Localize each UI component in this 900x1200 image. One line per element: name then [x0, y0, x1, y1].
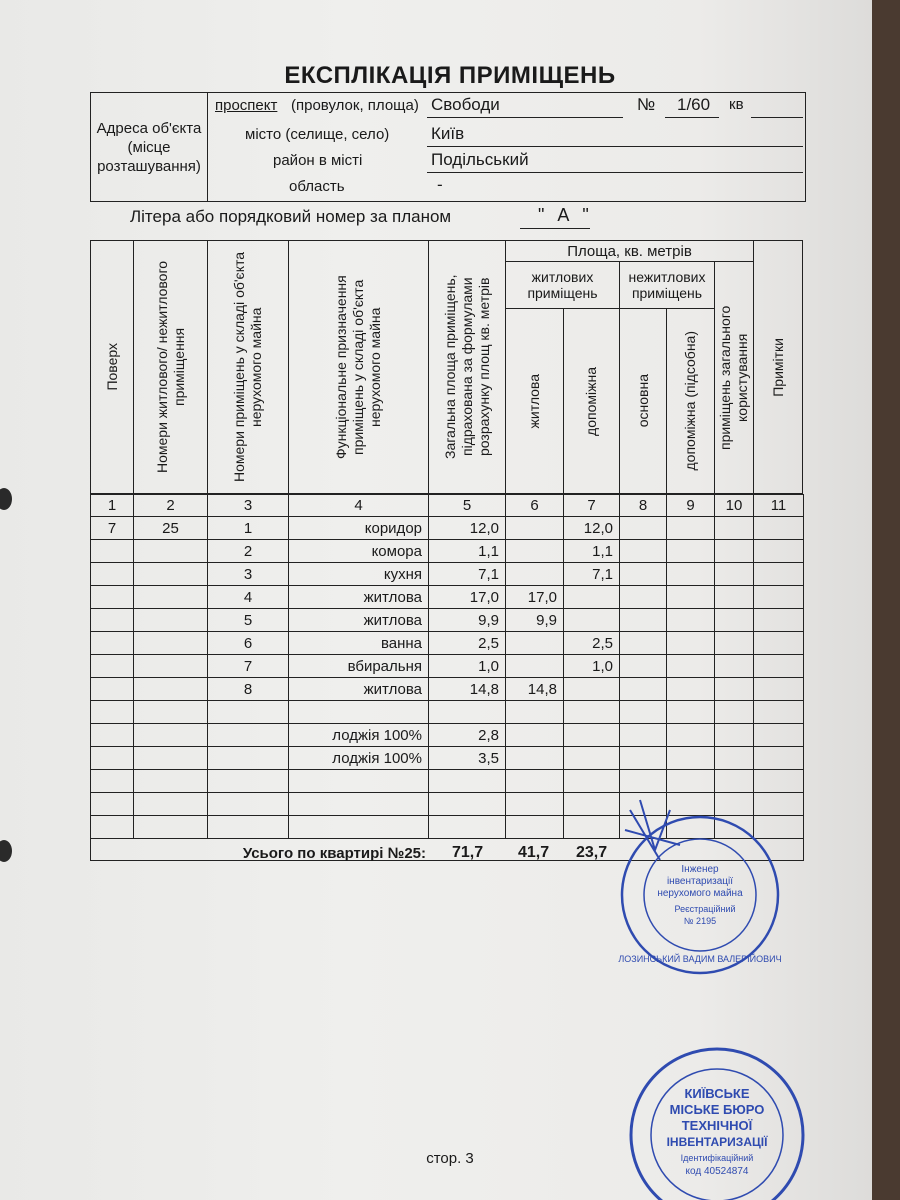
table-cell-total: 1,1 — [428, 539, 506, 563]
table-cell-room: 5 — [207, 608, 289, 632]
table-cell-living: 14,8 — [505, 677, 564, 701]
litera-underline — [520, 228, 590, 229]
table-cell-empty — [666, 516, 715, 540]
table-cell-purpose — [288, 792, 429, 816]
binder-hole — [0, 488, 12, 510]
table-cell-unit — [133, 746, 208, 770]
street-type-label: проспект — [215, 97, 278, 114]
table-cell-empty — [619, 700, 667, 724]
table-cell-empty — [666, 631, 715, 655]
table-cell-floor — [90, 677, 134, 701]
table-cell-empty — [666, 539, 715, 563]
bti-line-6: код 40524874 — [685, 1166, 749, 1177]
table-cell-total: 2,8 — [428, 723, 506, 747]
column-number: 3 — [207, 494, 289, 517]
table-cell-empty — [666, 746, 715, 770]
engineer-seal — [600, 790, 790, 980]
table-cell-purpose — [288, 769, 429, 793]
table-cell-empty — [619, 723, 667, 747]
column-number: 5 — [428, 494, 506, 517]
region-label: область — [289, 178, 345, 195]
table-cell-empty — [714, 608, 754, 632]
table-cell-living — [505, 769, 564, 793]
table-cell-aux — [563, 585, 620, 609]
table-cell-unit — [133, 539, 208, 563]
table-cell-empty — [753, 746, 804, 770]
table-cell-empty — [619, 631, 667, 655]
page-number: стор. 3 — [426, 1150, 474, 1167]
bti-seal — [625, 1040, 815, 1200]
table-cell-total — [428, 792, 506, 816]
table-cell-unit — [133, 677, 208, 701]
street-alt-label: (провулок, площа) — [291, 97, 419, 114]
table-cell-living — [505, 516, 564, 540]
table-cell-empty — [666, 562, 715, 586]
table-cell-purpose: вбиральня — [288, 654, 429, 678]
table-cell-empty — [619, 516, 667, 540]
header-floor: Поверх — [90, 240, 134, 494]
header-main: основна — [619, 308, 667, 494]
seal-role-line-1: Інженер — [681, 864, 719, 875]
apartment-underline — [751, 117, 803, 118]
table-cell-empty — [753, 654, 804, 678]
header-total-area: Загальна площа приміщень, підрахована за формулами розрахунку площ кв. метрів — [428, 240, 506, 494]
table-cell-empty — [753, 516, 804, 540]
header-purpose: Функціональне призначення приміщень у складі об'єкта нерухомого майна — [288, 240, 429, 494]
city-underline — [427, 146, 803, 147]
table-cell-living: 9,9 — [505, 608, 564, 632]
street-value: Свободи — [431, 95, 500, 114]
table-cell-empty — [619, 677, 667, 701]
table-cell-floor — [90, 562, 134, 586]
bti-line-4: ІНВЕНТАРИЗАЦІЇ — [666, 1135, 768, 1149]
table-cell-room: 8 — [207, 677, 289, 701]
table-cell-total: 14,8 — [428, 677, 506, 701]
table-cell-empty — [714, 631, 754, 655]
number-value: 1/60 — [677, 95, 711, 114]
table-cell-unit — [133, 723, 208, 747]
table-cell-total — [428, 700, 506, 724]
header-aux: допоміжна — [563, 308, 620, 494]
table-cell-living — [505, 539, 564, 563]
table-cell-empty — [714, 746, 754, 770]
seal-reg-label: Реєстраційний — [674, 904, 736, 914]
district-value: Подільський — [431, 150, 529, 169]
table-cell-purpose: лоджія 100% — [288, 746, 429, 770]
table-cell-empty — [619, 562, 667, 586]
region-value: - — [437, 175, 443, 194]
table-cell-room — [207, 792, 289, 816]
column-number: 6 — [505, 494, 564, 517]
totals-label: Усього по квартирі №25: — [242, 845, 426, 862]
table-cell-empty — [714, 700, 754, 724]
header-nonresidential: нежитлових приміщень — [619, 261, 715, 309]
number-underline — [665, 117, 719, 118]
table-cell-empty — [753, 631, 804, 655]
table-cell-empty — [666, 677, 715, 701]
table-cell-living: 17,0 — [505, 585, 564, 609]
table-cell-unit — [133, 608, 208, 632]
table-cell-empty — [753, 723, 804, 747]
table-cell-empty — [714, 585, 754, 609]
table-cell-total — [428, 815, 506, 839]
table-cell-aux — [563, 677, 620, 701]
signature-scribble — [625, 800, 680, 860]
table-cell-purpose: лоджія 100% — [288, 723, 429, 747]
table-cell-unit — [133, 631, 208, 655]
street-underline — [427, 117, 623, 118]
city-label: місто (селище, село) — [245, 126, 390, 143]
table-cell-aux: 12,0 — [563, 516, 620, 540]
table-cell-empty — [753, 700, 804, 724]
seal-role-line-3: нерухомого майна — [657, 888, 743, 899]
bti-line-1: КИЇВСЬКЕ — [684, 1086, 750, 1101]
table-cell-floor — [90, 792, 134, 816]
table-cell-living — [505, 654, 564, 678]
table-cell-empty — [714, 516, 754, 540]
table-cell-purpose: житлова — [288, 677, 429, 701]
table-cell-floor — [90, 769, 134, 793]
table-cell-floor — [90, 700, 134, 724]
table-cell-aux — [563, 608, 620, 632]
table-cell-living — [505, 815, 564, 839]
table-cell-room — [207, 723, 289, 747]
table-cell-purpose: кухня — [288, 562, 429, 586]
column-number: 4 — [288, 494, 429, 517]
table-cell-empty — [666, 723, 715, 747]
table-cell-empty — [753, 677, 804, 701]
table-cell-room: 7 — [207, 654, 289, 678]
header-common: приміщень загального користування — [714, 261, 754, 494]
apartment-label: кв — [729, 96, 744, 113]
table-cell-floor — [90, 539, 134, 563]
city-value: Київ — [431, 124, 465, 143]
column-number: 7 — [563, 494, 620, 517]
table-cell-living — [505, 723, 564, 747]
binder-hole — [0, 840, 12, 862]
table-cell-aux: 1,1 — [563, 539, 620, 563]
table-cell-aux — [563, 700, 620, 724]
table-cell-unit: 25 — [133, 516, 208, 540]
table-cell-living — [505, 792, 564, 816]
header-aux-basement: допоміжна (підсобна) — [666, 308, 715, 494]
table-cell-empty — [753, 539, 804, 563]
table-cell-room — [207, 746, 289, 770]
table-cell-empty — [619, 585, 667, 609]
table-cell-purpose — [288, 815, 429, 839]
table-cell-total: 17,0 — [428, 585, 506, 609]
table-cell-total: 7,1 — [428, 562, 506, 586]
table-cell-empty — [619, 608, 667, 632]
totals-aux: 23,7 — [576, 844, 608, 861]
table-cell-purpose: ванна — [288, 631, 429, 655]
table-cell-empty — [666, 608, 715, 632]
table-cell-empty — [666, 585, 715, 609]
header-room-no: Номери приміщень у складі об'єкта нерухомого майна — [207, 240, 289, 494]
seal-reg-number: № 2195 — [683, 916, 717, 926]
table-cell-room — [207, 700, 289, 724]
table-cell-unit — [133, 562, 208, 586]
table-cell-aux: 1,0 — [563, 654, 620, 678]
table-cell-room — [207, 815, 289, 839]
table-cell-empty — [753, 562, 804, 586]
column-number: 9 — [666, 494, 715, 517]
litera-value: " А " — [538, 205, 593, 225]
table-cell-floor — [90, 585, 134, 609]
address-block — [90, 92, 806, 202]
table-cell-living — [505, 562, 564, 586]
table-cell-floor — [90, 631, 134, 655]
table-cell-floor — [90, 815, 134, 839]
table-cell-empty — [714, 562, 754, 586]
litera-label: Літера або порядковий номер за планом — [130, 207, 452, 226]
district-underline — [427, 172, 803, 173]
column-number: 8 — [619, 494, 667, 517]
table-cell-empty — [753, 585, 804, 609]
header-unit-no: Номери житлового/ нежитлового приміщення — [133, 240, 208, 494]
table-cell-empty — [714, 677, 754, 701]
table-cell-empty — [714, 539, 754, 563]
table-cell-unit — [133, 585, 208, 609]
table-cell-room — [207, 769, 289, 793]
table-cell-unit — [133, 654, 208, 678]
table-cell-floor — [90, 746, 134, 770]
table-cell-unit — [133, 769, 208, 793]
table-cell-empty — [619, 746, 667, 770]
table-cell-room: 4 — [207, 585, 289, 609]
table-cell-empty — [666, 700, 715, 724]
number-label: № — [637, 95, 656, 114]
table-cell-unit — [133, 815, 208, 839]
address-section-label: Адреса об'єкта (місце розташування) — [91, 93, 208, 201]
table-cell-purpose: житлова — [288, 608, 429, 632]
table-cell-aux — [563, 746, 620, 770]
table-cell-purpose: коридор — [288, 516, 429, 540]
table-cell-empty — [753, 608, 804, 632]
document-title: ЕКСПЛІКАЦІЯ ПРИМІЩЕНЬ — [284, 62, 616, 89]
column-number: 1 — [90, 494, 134, 517]
column-number: 10 — [714, 494, 754, 517]
table-cell-empty — [619, 539, 667, 563]
column-number: 11 — [753, 494, 804, 517]
table-cell-room: 1 — [207, 516, 289, 540]
table-cell-floor: 7 — [90, 516, 134, 540]
table-cell-purpose — [288, 700, 429, 724]
table-cell-unit — [133, 792, 208, 816]
district-label: район в місті — [273, 152, 363, 169]
totals-total-area: 71,7 — [452, 844, 484, 861]
table-cell-empty — [714, 723, 754, 747]
header-notes: Примітки — [753, 240, 803, 494]
table-cell-room: 6 — [207, 631, 289, 655]
totals-living: 41,7 — [518, 844, 550, 861]
table-cell-floor — [90, 723, 134, 747]
table-cell-floor — [90, 608, 134, 632]
table-cell-empty — [666, 654, 715, 678]
table-cell-room: 2 — [207, 539, 289, 563]
table-cell-total — [428, 769, 506, 793]
table-cell-living — [505, 746, 564, 770]
table-cell-total: 12,0 — [428, 516, 506, 540]
table-cell-total: 1,0 — [428, 654, 506, 678]
table-cell-total: 2,5 — [428, 631, 506, 655]
table-cell-aux: 2,5 — [563, 631, 620, 655]
seal-role-line-2: інвентаризації — [666, 876, 734, 887]
table-cell-unit — [133, 700, 208, 724]
table-cell-living — [505, 631, 564, 655]
table-cell-living — [505, 700, 564, 724]
header-living: житлова — [505, 308, 564, 494]
table-cell-room: 3 — [207, 562, 289, 586]
header-area-group: Площа, кв. метрів — [505, 240, 754, 262]
bti-line-2: МІСЬКЕ БЮРО — [669, 1102, 765, 1117]
table-cell-aux: 7,1 — [563, 562, 620, 586]
header-residential: житлових приміщень — [505, 261, 620, 309]
table-cell-empty — [714, 654, 754, 678]
bti-line-3: ТЕХНІЧНОЇ — [681, 1118, 753, 1133]
seal-name: ЛОЗИНСЬКИЙ ВАДИМ ВАЛЕРІЙОВИЧ — [618, 954, 782, 964]
table-cell-total: 3,5 — [428, 746, 506, 770]
column-number: 2 — [133, 494, 208, 517]
table-cell-purpose: житлова — [288, 585, 429, 609]
table-cell-total: 9,9 — [428, 608, 506, 632]
table-cell-empty — [619, 654, 667, 678]
table-cell-floor — [90, 654, 134, 678]
bti-line-5: Ідентифікаційний — [680, 1153, 754, 1163]
table-cell-aux — [563, 723, 620, 747]
table-cell-purpose: комора — [288, 539, 429, 563]
